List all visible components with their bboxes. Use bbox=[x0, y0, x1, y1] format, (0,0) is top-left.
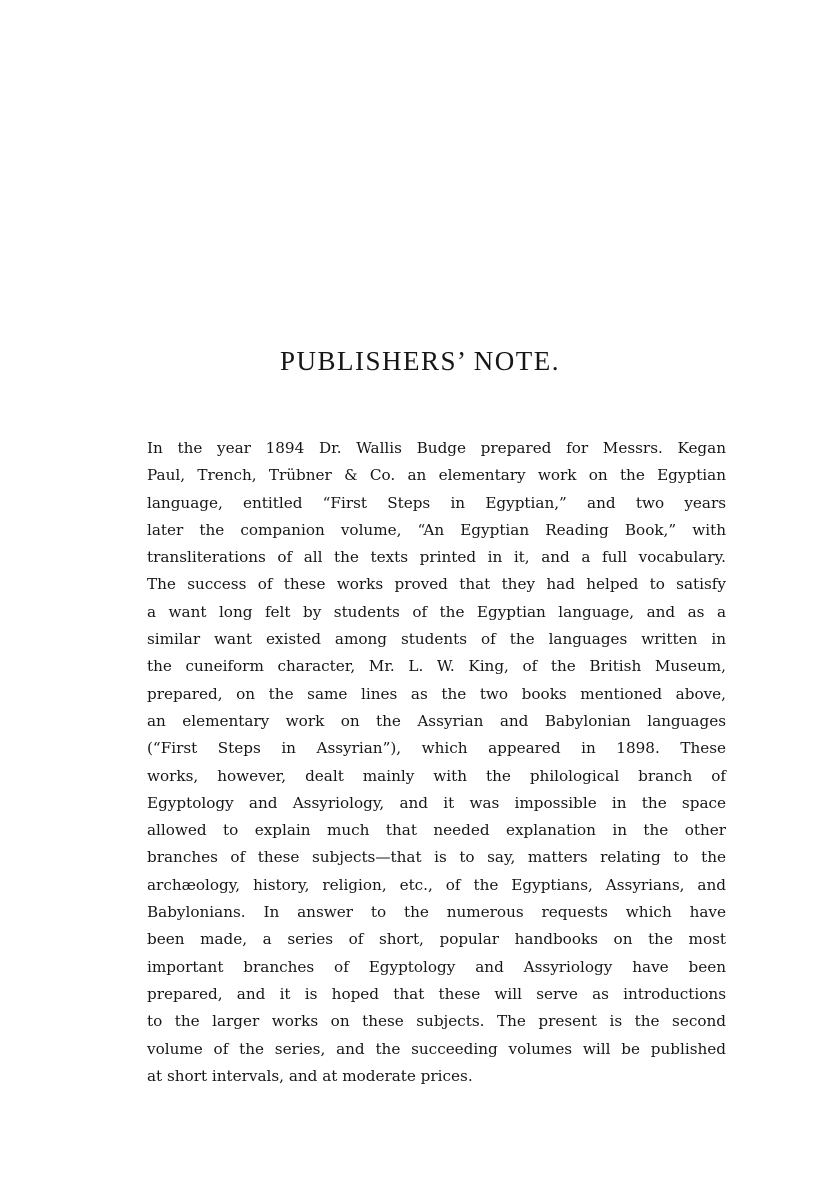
text-line: prepared, on the same lines as the two books mentioned above, bbox=[147, 684, 726, 703]
text-line: branches of these subjects—that is to say, matters relating to the bbox=[147, 848, 726, 867]
text-line: similar want existed among students of the languages written in bbox=[147, 630, 726, 649]
text-line: (“First Steps in Assyrian”), which appeared in 1898. These bbox=[147, 739, 726, 758]
text-line: transliterations of all the texts printed in it, and a full vocabulary. bbox=[147, 548, 726, 567]
text-line: works, however, dealt mainly with the philological branch of bbox=[147, 766, 726, 785]
text-line: language, entitled “First Steps in Egyptian,” and two years bbox=[147, 493, 726, 512]
text-line: Babylonians. In answer to the numerous requests which have bbox=[147, 903, 726, 922]
text-line: Egyptology and Assyriology, and it was impossible in the space bbox=[147, 793, 726, 812]
text-line: important branches of Egyptology and Assyriology have been bbox=[147, 957, 726, 976]
page-title: PUBLISHERS’ NOTE. bbox=[279, 346, 560, 376]
text-line: a want long felt by students of the Egyptian language, and as a bbox=[147, 602, 726, 621]
text-line: at short intervals, and at moderate prices. bbox=[147, 1066, 473, 1085]
text-line: later the companion volume, “An Egyptian Reading Book,” with bbox=[147, 520, 726, 539]
text-line: an elementary work on the Assyrian and Babylonian languages bbox=[147, 711, 726, 730]
text-line: prepared, and it is hoped that these will serve as introductions bbox=[147, 984, 726, 1003]
text-line: The success of these works proved that they had helped to satisfy bbox=[147, 575, 726, 594]
text-line: In the year 1894 Dr. Wallis Budge prepared for Messrs. Kegan bbox=[147, 439, 726, 457]
text-line: Paul, Trench, Trübner & Co. an elementary work on the Egyptian bbox=[147, 466, 726, 485]
text-line: been made, a series of short, popular handbooks on the most bbox=[147, 930, 726, 949]
text-line: the cuneiform character, Mr. L. W. King, of the British Museum, bbox=[147, 657, 726, 676]
text-line: archæology, history, religion, etc., of the Egyptians, Assyrians, and bbox=[147, 875, 726, 894]
body-paragraph bbox=[147, 435, 726, 1090]
text-line: to the larger works on these subjects. The present is the second bbox=[147, 1012, 726, 1031]
text-line: allowed to explain much that needed explanation in the other bbox=[147, 821, 726, 840]
text-line: volume of the series, and the succeeding volumes will be published bbox=[147, 1039, 726, 1058]
